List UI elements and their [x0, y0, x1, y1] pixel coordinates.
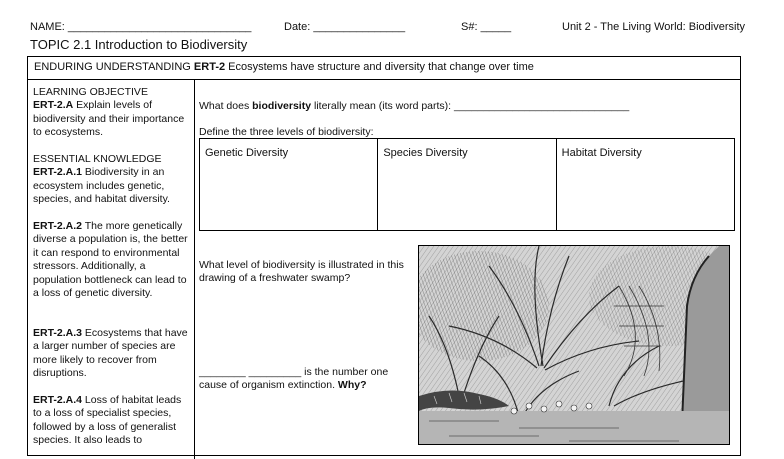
q1-bold: biodiversity — [252, 100, 312, 112]
ek-item — [33, 220, 191, 300]
question-swamp-level: What level of biodiversity is illustrated in this drawing of a freshwater swamp? — [199, 259, 404, 285]
lo-heading: LEARNING OBJECTIVE — [33, 86, 148, 98]
enduring-understanding — [27, 56, 741, 80]
ek-item — [33, 394, 191, 448]
eu-text: Ecosystems have structure and diversity that change over time — [225, 61, 534, 73]
species-diversity-cell[interactable]: Species Diversity — [378, 139, 556, 230]
ek-text: Biodiversity in an ecosystem includes genetic, species, and habitat diversity. — [33, 166, 170, 206]
ek-code: ERT-2.A.2 — [33, 220, 83, 232]
ek-code: ERT-2.A.4 — [33, 394, 83, 406]
ek-heading: ESSENTIAL KNOWLEDGE — [33, 153, 162, 165]
q1-before: What does — [199, 100, 253, 112]
eu-code: ERT-2 — [193, 61, 226, 73]
lo-text: Explain levels of biodiversity and their importance to ecosystems. — [33, 99, 185, 139]
lo-code: ERT-2.A — [33, 99, 74, 112]
lo-body — [33, 99, 191, 139]
genetic-diversity-cell[interactable]: Genetic Diversity — [200, 139, 378, 230]
ek-text: Ecosystems that have a larger number of species are more likely to recover from disruptions. — [33, 327, 188, 380]
swamp-illustration — [418, 245, 730, 445]
column-divider — [194, 79, 195, 459]
question-extinction-cause — [199, 366, 404, 393]
essential-knowledge — [33, 153, 191, 207]
habitat-diversity-cell[interactable]: Habitat Diversity — [561, 147, 642, 159]
name-field-label: NAME: ______________________________ — [30, 21, 252, 33]
page-title: TOPIC 2.1 Introduction to Biodiversity — [30, 37, 248, 52]
eu-prefix: ENDURING UNDERSTANDING — [34, 61, 194, 73]
learning-objective — [33, 86, 191, 140]
levels-table — [199, 138, 735, 231]
q4-text: ________ _________ is the number one cause of organism extinction. — [199, 366, 389, 392]
date-field-label: Date: _______________ — [284, 21, 406, 33]
ek-item — [33, 327, 191, 381]
unit-title: Unit 2 - The Living World: Biodiversity — [562, 21, 745, 33]
q4-why: Why? — [337, 379, 367, 392]
ek-text: The more genetically diverse a population is, the better it can respond to environmental stressors. Additionally, a population bottleneck can lead to a loss of genetic diversity. — [33, 220, 188, 300]
ek-code: ERT-2.A.3 — [33, 327, 83, 339]
q1-after: literally mean (its word parts): ______________________________ — [311, 100, 630, 112]
ek-text: Loss of habitat leads to a loss of specialist species, followed by a loss of generalist species. It also leads to — [33, 394, 182, 447]
student-number-label: S#: _____ — [461, 21, 512, 33]
ek-item — [33, 166, 191, 206]
question-three-levels: Define the three levels of biodiversity: — [199, 126, 374, 138]
swamp-drawing — [419, 246, 730, 445]
question-biodiversity-meaning — [199, 100, 629, 113]
ek-code: ERT-2.A.1 — [33, 166, 83, 179]
